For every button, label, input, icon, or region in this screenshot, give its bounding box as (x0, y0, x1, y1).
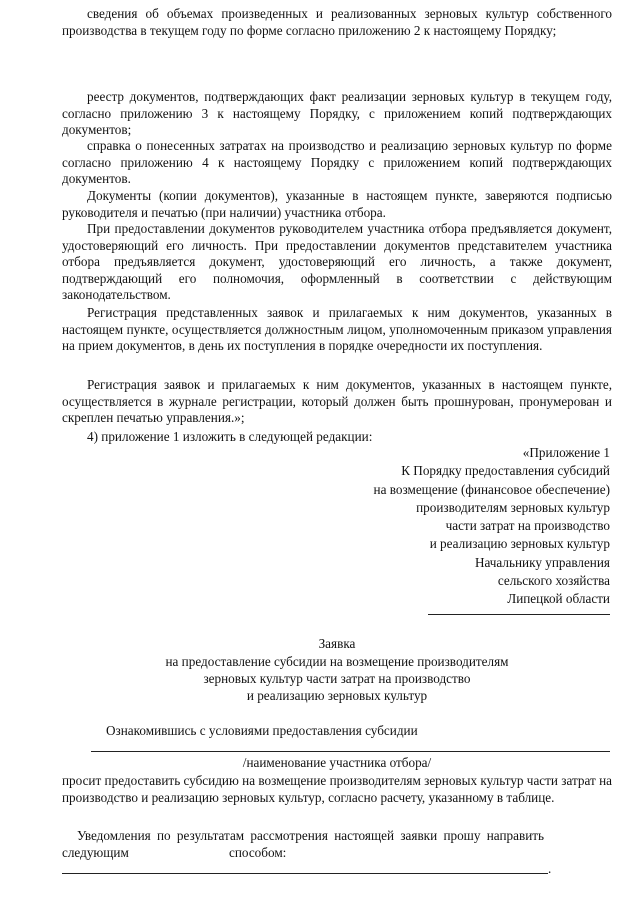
participant-name-field[interactable] (91, 751, 610, 752)
notification-method-field[interactable] (62, 873, 548, 874)
addressee-line: Начальнику управления (474, 554, 610, 570)
method-suffix: способом: (229, 845, 287, 860)
notification-text: Уведомления по результатам рассмотрения настоящей заявки прошу направить (77, 828, 545, 843)
method-prefix: следующим (62, 845, 129, 860)
appendix-line: К Порядку предоставления субсидий (401, 463, 610, 479)
appendix-line: части затрат на производство (445, 518, 610, 534)
paragraph-cost-certificate: справка о понесенных затратах на производство и реализацию зерновых культур по форме согласно приложению 4 к настоящему Порядку с приложением копий подтверждающих документов. (62, 138, 612, 187)
form-subtitle-line: на предоставление субсидии на возмещение производителям (165, 654, 509, 669)
paragraph-production-info: сведения об объемах произведенных и реализованных зерновых культур собственного производства в текущем году по форме согласно приложению 2 к настоящему Порядку; (62, 6, 612, 38)
participant-caption: /наименование участника отбора/ (242, 755, 432, 770)
form-title: Заявка (318, 636, 356, 651)
paragraph-document-registry: реестр документов, подтверждающих факт реализации зерновых культур в текущем году, согласно приложению 3 к настоящему Порядку, с приложением копий подтверждающих документов; (62, 89, 612, 138)
form-subtitle-line: и реализацию зерновых культур (246, 688, 428, 703)
paragraph-registration-official: Регистрация представленных заявок и прилагаемых к ним документов, указанных в настоящем пункте, осуществляется должностным лицом, уполномоченным приказом управления на прием документов, в день их поступления в порядке очередности их поступления. (62, 305, 612, 354)
addressee-signature-line[interactable] (428, 614, 610, 615)
addressee-line: сельского хозяйства (497, 573, 610, 589)
appendix-line: производителям зерновых культур (416, 499, 610, 515)
end-mark: . (548, 861, 552, 876)
paragraph-registration-journal: Регистрация заявок и прилагаемых к ним документов, указанных в настоящем пункте, осуществляется в журнале регистрации, который должен быть прошнурован, пронумерован и скреплен печатью управления.»; (62, 377, 612, 426)
paragraph-certification: Документы (копии документов), указанные в настоящем пункте, заверяются подписью руководителя и печатью (при наличии) участника отбора. (62, 188, 612, 220)
appendix-header (290, 444, 610, 609)
paragraph-amendment: 4) приложение 1 изложить в следующей редакции: (87, 429, 373, 444)
form-intro: Ознакомившись с условиями предоставления субсидии (106, 723, 418, 738)
appendix-line: «Приложение 1 (522, 445, 610, 460)
paragraph-identity: При предоставлении документов руководителем участника отбора предъявляется документ, удостоверяющий его личность. При предоставлении документов представителем участника отбора предъявляется документ, удостоверяющий его личность, а также документ, подтверждающий его полномочия, оформленный в соответствии с действующим законодательством. (62, 221, 612, 303)
appendix-line: и реализацию зерновых культур (429, 536, 610, 552)
appendix-line: на возмещение (финансовое обеспечение) (373, 481, 610, 497)
form-subtitle-line: зерновых культур части затрат на производство (203, 671, 471, 686)
addressee-line: Липецкой области (507, 591, 610, 607)
request-text: просит предоставить субсидию на возмещение производителям зерновых культур части затрат на производство и реализацию зерновых культур, согласно расчету, указанному в таблице. (62, 773, 612, 805)
